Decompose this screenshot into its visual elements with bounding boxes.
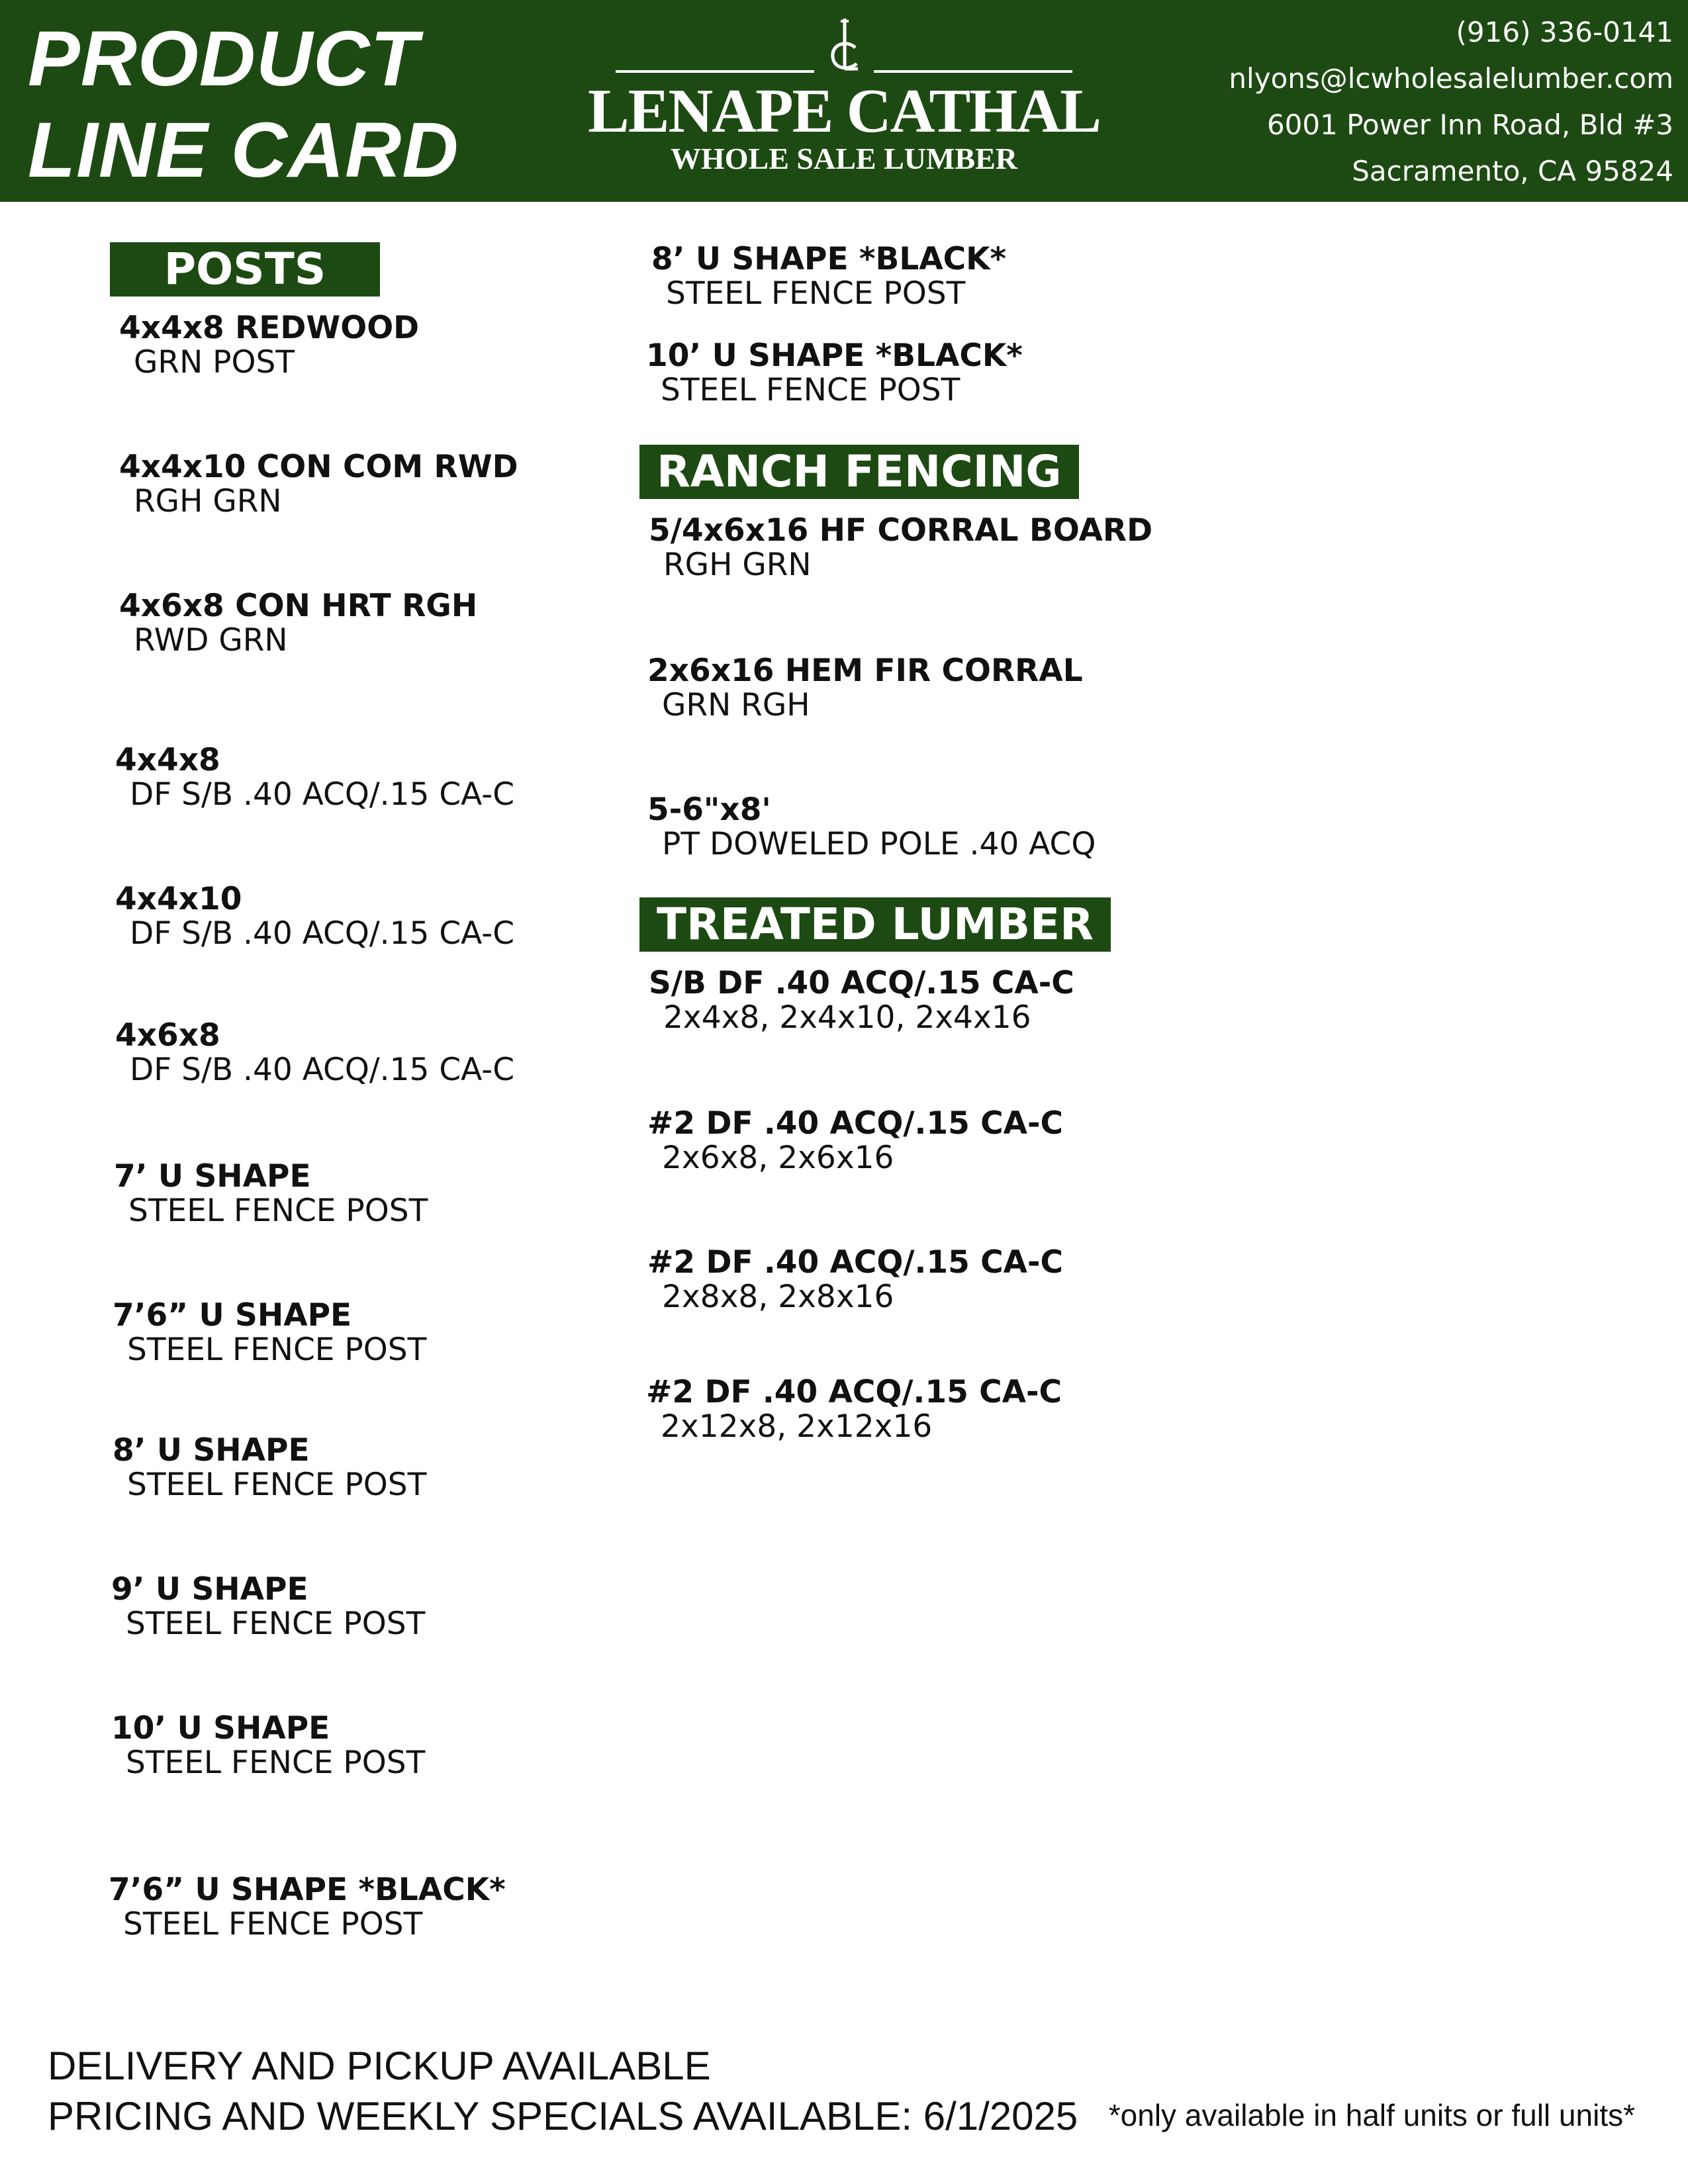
product-item: [115, 1019, 514, 1087]
product-desc: STEEL FENCE POST: [126, 1606, 426, 1642]
product-name: 4x6x8: [115, 1017, 220, 1054]
product-desc: PT DOWELED POLE .40 ACQ: [662, 826, 1096, 862]
product-name: 4x6x8 CON HRT RGH: [119, 588, 478, 624]
product-item: [111, 1572, 425, 1641]
product-name: #2 DF .40 ACQ/.15 CA-C: [646, 1374, 1062, 1410]
product-desc: RGH GRN: [134, 483, 282, 520]
product-name: 7’6” U SHAPE: [113, 1297, 352, 1334]
page-title: [28, 13, 459, 196]
product-item: [109, 1873, 506, 1942]
product-desc: DF S/B .40 ACQ/.15 CA-C: [130, 776, 515, 813]
product-name: 4x4x8 REDWOOD: [119, 310, 420, 346]
product-name: 10’ U SHAPE *BLACK*: [646, 338, 1023, 374]
address-line-2: Sacramento, CA 95824: [1352, 155, 1673, 187]
footer-info: [48, 2041, 1078, 2142]
product-item: [113, 1298, 426, 1367]
product-desc: STEEL FENCE POST: [127, 1332, 427, 1368]
contact-info: [1229, 9, 1673, 195]
product-name: 4x4x8: [115, 742, 220, 778]
product-name: 5-6"x8': [647, 792, 771, 828]
product-name: 7’ U SHAPE: [114, 1158, 311, 1195]
product-item: [114, 1160, 428, 1228]
product-name: 5/4x6x16 HF CORRAL BOARD: [649, 512, 1153, 549]
footer-pricing: PRICING AND WEEKLY SPECIALS AVAILABLE: 6/1/2025: [48, 2094, 1078, 2138]
phone-number[interactable]: (916) 336-0141: [1456, 16, 1673, 48]
title-line-1: PRODUCT: [28, 15, 419, 103]
product-desc: RGH GRN: [663, 547, 812, 583]
product-desc: RWD GRN: [134, 622, 288, 659]
product-name: 8’ U SHAPE *BLACK*: [651, 241, 1007, 277]
address-line-1: 6001 Power Inn Road, Bld #3: [1266, 109, 1673, 141]
logo-rule-left: [616, 70, 814, 73]
product-name: #2 DF .40 ACQ/.15 CA-C: [647, 1244, 1064, 1281]
product-item: [115, 743, 514, 812]
product-name: S/B DF .40 ACQ/.15 CA-C: [649, 965, 1074, 1001]
logo-rule-right: [874, 70, 1072, 73]
product-item: [646, 339, 1023, 408]
product-name: 9’ U SHAPE: [111, 1571, 308, 1608]
lc-monogram-icon: [821, 15, 867, 78]
product-item: [646, 1375, 1062, 1444]
product-item: [119, 311, 419, 380]
product-desc: GRN RGH: [662, 687, 810, 723]
product-item: [651, 242, 1006, 311]
product-desc: STEEL FENCE POST: [661, 372, 961, 408]
section-header-treated-lumber: TREATED LUMBER: [639, 897, 1111, 952]
footer-note: *only available in half units or full units*: [1108, 2098, 1635, 2132]
product-name: 7’6” U SHAPE *BLACK*: [109, 1872, 506, 1908]
product-item: [115, 882, 514, 951]
footer-delivery: DELIVERY AND PICKUP AVAILABLE: [48, 2044, 711, 2088]
product-desc: 2x4x8, 2x4x10, 2x4x16: [663, 999, 1031, 1036]
product-name: 4x4x10: [115, 881, 242, 917]
product-desc: STEEL FENCE POST: [666, 275, 966, 312]
product-desc: DF S/B .40 ACQ/.15 CA-C: [130, 915, 515, 952]
product-item: [647, 793, 1096, 862]
product-desc: GRN POST: [134, 344, 295, 381]
product-desc: STEEL FENCE POST: [126, 1745, 426, 1781]
email-address[interactable]: nlyons@lcwholesalelumber.com: [1229, 62, 1673, 95]
product-item: [649, 514, 1152, 582]
product-desc: 2x6x8, 2x6x16: [662, 1140, 894, 1176]
product-item: [649, 966, 1074, 1035]
product-desc: 2x8x8, 2x8x16: [662, 1279, 894, 1315]
product-name: 2x6x16 HEM FIR CORRAL: [647, 653, 1083, 689]
product-desc: 2x12x8, 2x12x16: [661, 1408, 933, 1445]
product-item: [647, 1246, 1063, 1314]
product-item: [113, 1433, 426, 1502]
title-line-2: LINE CARD: [28, 107, 459, 194]
product-name: #2 DF .40 ACQ/.15 CA-C: [647, 1105, 1064, 1142]
header-banner: [0, 0, 1688, 202]
product-desc: DF S/B .40 ACQ/.15 CA-C: [130, 1052, 515, 1088]
product-name: 4x4x10 CON COM RWD: [119, 449, 518, 485]
product-name: 10’ U SHAPE: [111, 1710, 330, 1747]
product-desc: STEEL FENCE POST: [128, 1193, 428, 1229]
product-desc: STEEL FENCE POST: [127, 1467, 427, 1503]
product-name: 8’ U SHAPE: [113, 1432, 310, 1469]
product-item: [647, 654, 1083, 723]
section-header-ranch-fencing: RANCH FENCING: [639, 445, 1079, 499]
product-item: [119, 450, 518, 519]
company-logo: [583, 12, 1105, 191]
product-item: [111, 1711, 425, 1780]
product-desc: STEEL FENCE POST: [123, 1906, 423, 1942]
product-item: [647, 1107, 1063, 1175]
logo-company-name: LENAPE CATHAL: [588, 77, 1100, 146]
product-item: [119, 589, 477, 658]
section-header-posts: POSTS: [110, 242, 380, 296]
logo-tagline: WHOLE SALE LUMBER: [671, 142, 1017, 175]
